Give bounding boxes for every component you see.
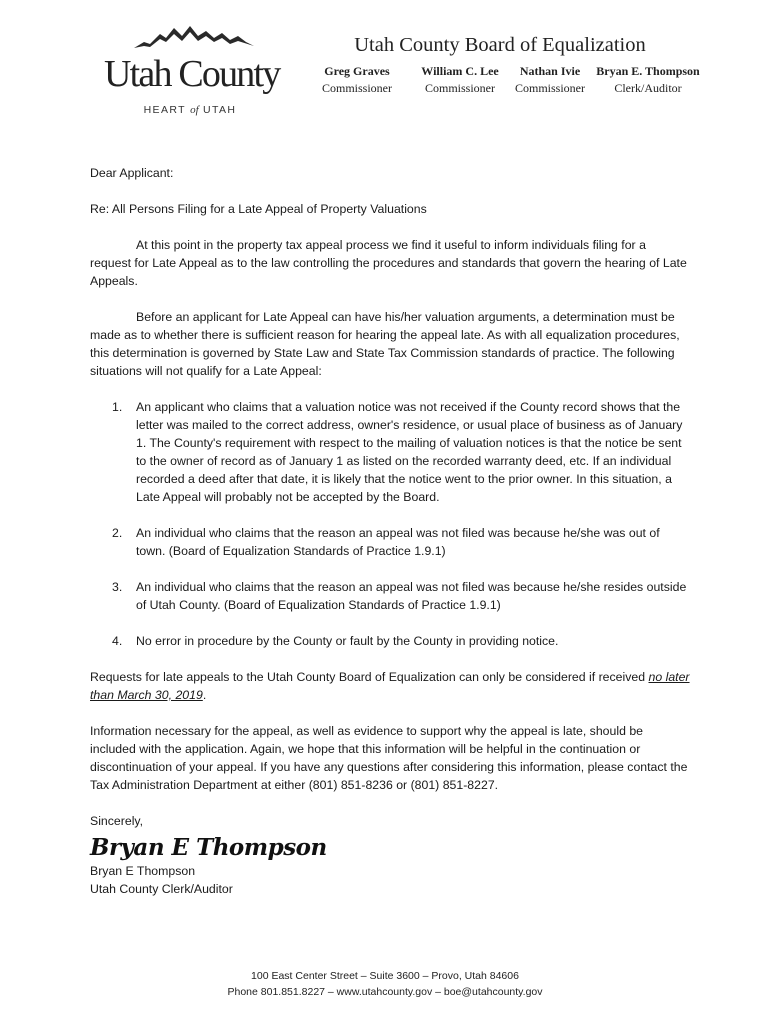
official-entry [312, 64, 402, 96]
paragraph-contact: Information necessary for the appeal, as well as evidence to support why the appeal is late, should be included with the application. Again, we hope that this information will be helpful in the continuation or discontinuation of your appeal. If you have any questions after considering this information, please contact the Tax Administration Department at either (801) 851-8236 or (801) 851-8227. [90, 724, 688, 792]
footer-contact: Phone 801.851.8227 – www.utahcounty.gov – boe@utahcounty.gov [227, 986, 543, 998]
signature: Bryan E Thompson [90, 834, 327, 861]
official-role: Clerk/Auditor [614, 81, 682, 95]
footer-address: 100 East Center Street – Suite 3600 – Provo, Utah 84606 [251, 970, 519, 982]
official-name: Bryan E. Thompson [596, 64, 700, 78]
letter-body [90, 164, 690, 898]
official-entry [509, 64, 591, 96]
deadline-date: no later than March 30, 2019 [90, 670, 690, 702]
board-title: Utah County Board of Equalization [354, 34, 646, 56]
salutation: Dear Applicant: [90, 166, 174, 180]
official-name: William C. Lee [421, 64, 499, 78]
list-item: 3. An individual who claims that the reason an appeal was not filed was because he/she resides outside of Utah County. (Board of Equalization Standards of Practice 1.9.1) [112, 580, 687, 612]
non-qualifying-situations-list [90, 398, 690, 650]
list-item: 4. No error in procedure by the County or fault by the County in providing notice. [112, 634, 559, 648]
paragraph-deadline: Requests for late appeals to the Utah County Board of Equalization can only be considered if received no later than March 30, 2019. [90, 670, 690, 702]
official-entry [413, 64, 507, 96]
paragraph-determination: Before an applicant for Late Appeal can have his/her valuation arguments, a determination must be made as to whether there is sufficient reason for hearing the appeal late. As with all equalization procedures, this determination is governed by State Law and State Tax Commission standards of practice. The following situations will not qualify for a Late Appeal: [90, 310, 680, 378]
list-item: 1. An applicant who claims that a valuation notice was not received if the County record shows that the letter was mailed to the correct address, owner's residence, or usual place of business as of January 1. The County's requirement with respect to the mailing of valuation notices is that the notice be sent to the owner of record as of January 1 as listed on the recorded warranty deed, etc. If an individual recorded a deed after that date, it is likely that the notice went to the prior owner. In this situation, a Late Appeal will probably not be accepted by the Board. [112, 400, 683, 504]
paragraph-intro: At this point in the property tax appeal process we find it useful to inform individuals filing for a request for Late Appeal as to the law controlling the procedures and standards that govern the hearing of Late Appeals. [90, 238, 687, 288]
official-role: Commissioner [514, 81, 585, 95]
official-role: Commissioner [321, 81, 392, 95]
signer-name: Bryan E Thompson [90, 864, 196, 878]
closing: Sincerely, [90, 814, 144, 828]
re-line: Re: All Persons Filing for a Late Appeal of Property Valuations [90, 202, 427, 216]
official-entry [590, 64, 706, 96]
utah-county-logo [104, 22, 280, 116]
signer-title: Utah County Clerk/Auditor [90, 882, 233, 896]
mountain-icon [134, 22, 254, 50]
logo-wordmark: Utah County [104, 53, 280, 95]
official-name: Greg Graves [324, 64, 390, 78]
official-name: Nathan Ivie [519, 64, 581, 78]
list-item: 2. An individual who claims that the reason an appeal was not filed was because he/she was out of town. (Board of Equalization Standards of Practice 1.9.1) [112, 526, 660, 558]
footer [0, 968, 770, 1000]
official-role: Commissioner [424, 81, 495, 95]
logo-tagline: HEART of UTAH [143, 104, 237, 116]
